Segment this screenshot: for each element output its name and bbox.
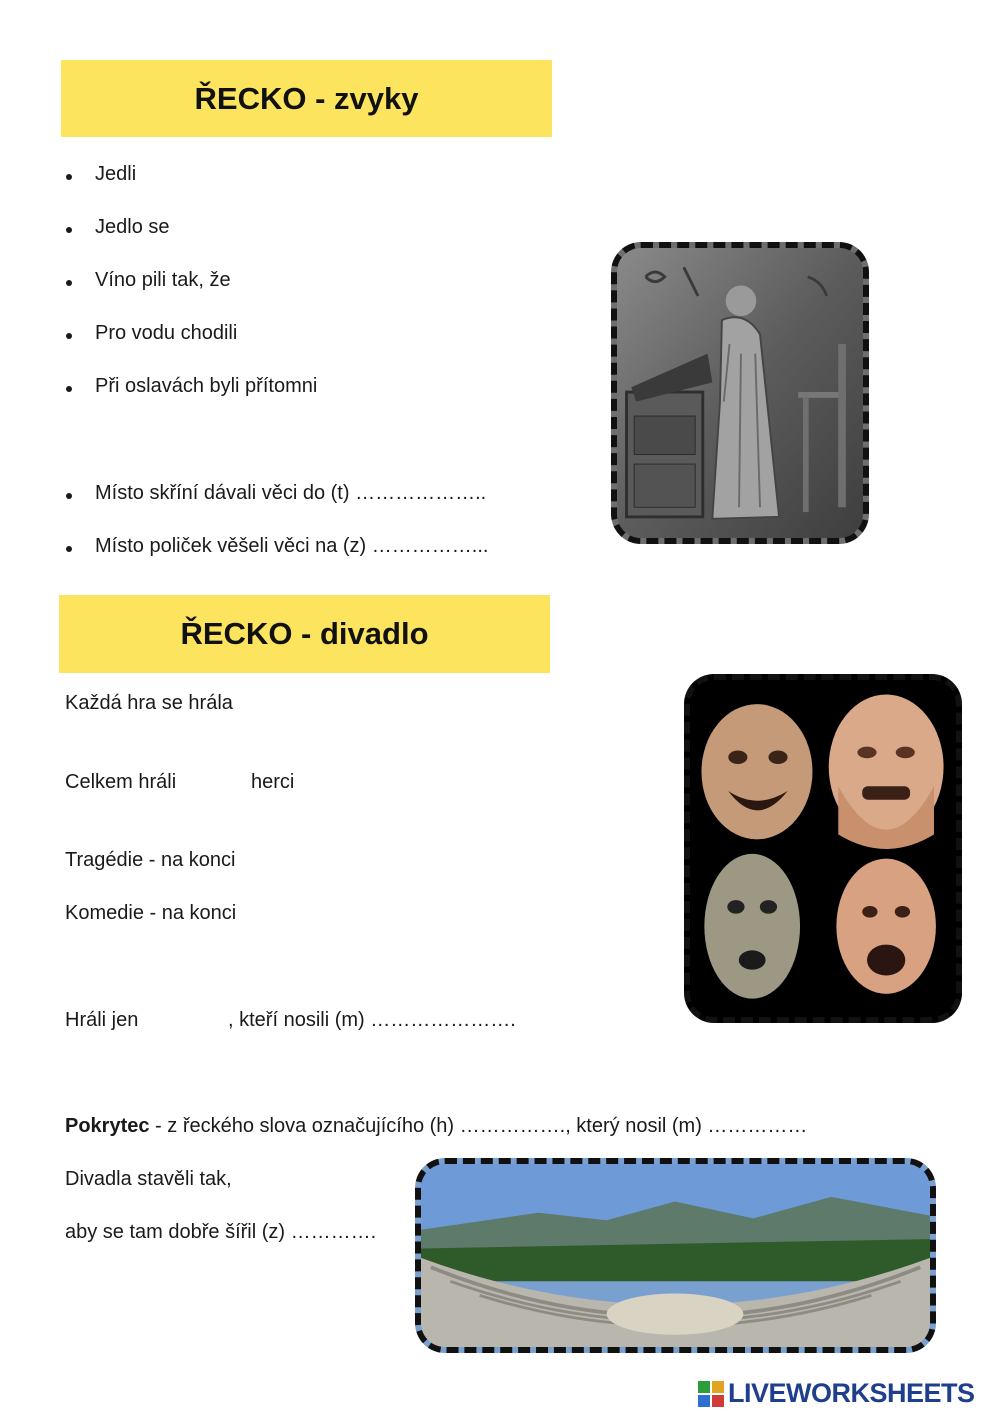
text-line: Divadla stavěli tak,: [65, 1168, 232, 1190]
section-title-theatre: ŘECKO - divadlo: [59, 595, 550, 673]
theatre-masks-image: [684, 674, 962, 1023]
list-item: Jedli: [95, 163, 137, 185]
text-line: Celkem hráli: [65, 771, 177, 793]
bullet: [66, 333, 72, 339]
text-line: Tragédie - na konci: [65, 849, 236, 871]
bullet: [66, 386, 72, 392]
bullet: [66, 227, 72, 233]
pokrytec-line: [65, 1115, 807, 1138]
bullet: [66, 280, 72, 286]
section-title-customs: ŘECKO - zvyky: [61, 60, 552, 137]
greek-relief-image: [611, 242, 869, 544]
text-line: aby se tam dobře šířil (z) ………….: [65, 1221, 377, 1243]
list-item: Jedlo se: [95, 216, 170, 238]
list-item: Místo poliček věšeli věci na (z) ……………...: [95, 535, 489, 557]
bullet: [66, 546, 72, 552]
liveworksheets-logo: [698, 1378, 975, 1409]
list-item: Místo skříní dávali věci do (t) ………………..: [95, 482, 487, 504]
text-line: herci: [251, 771, 295, 793]
list-item: Víno pili tak, že: [95, 269, 231, 291]
list-item: Při oslavách byli přítomni: [95, 375, 318, 397]
pokrytec-term: Pokrytec: [65, 1115, 150, 1137]
text-line: Komedie - na konci: [65, 902, 237, 924]
epidaurus-theatre-image: [415, 1158, 936, 1353]
bullet: [66, 174, 72, 180]
pokrytec-definition: - z řeckého slova označujícího (h) ……………., který nosil (m) ……………: [149, 1115, 808, 1137]
brand-icon: [698, 1381, 724, 1407]
brand-name: LIVEWORKSHEETS: [728, 1378, 975, 1408]
text-line: Každá hra se hrála: [65, 692, 233, 714]
text-line: Hráli jen: [65, 1009, 139, 1031]
text-line: , kteří nosili (m) ………………….: [228, 1009, 516, 1031]
list-item: Pro vodu chodili: [95, 322, 238, 344]
bullet: [66, 493, 72, 499]
